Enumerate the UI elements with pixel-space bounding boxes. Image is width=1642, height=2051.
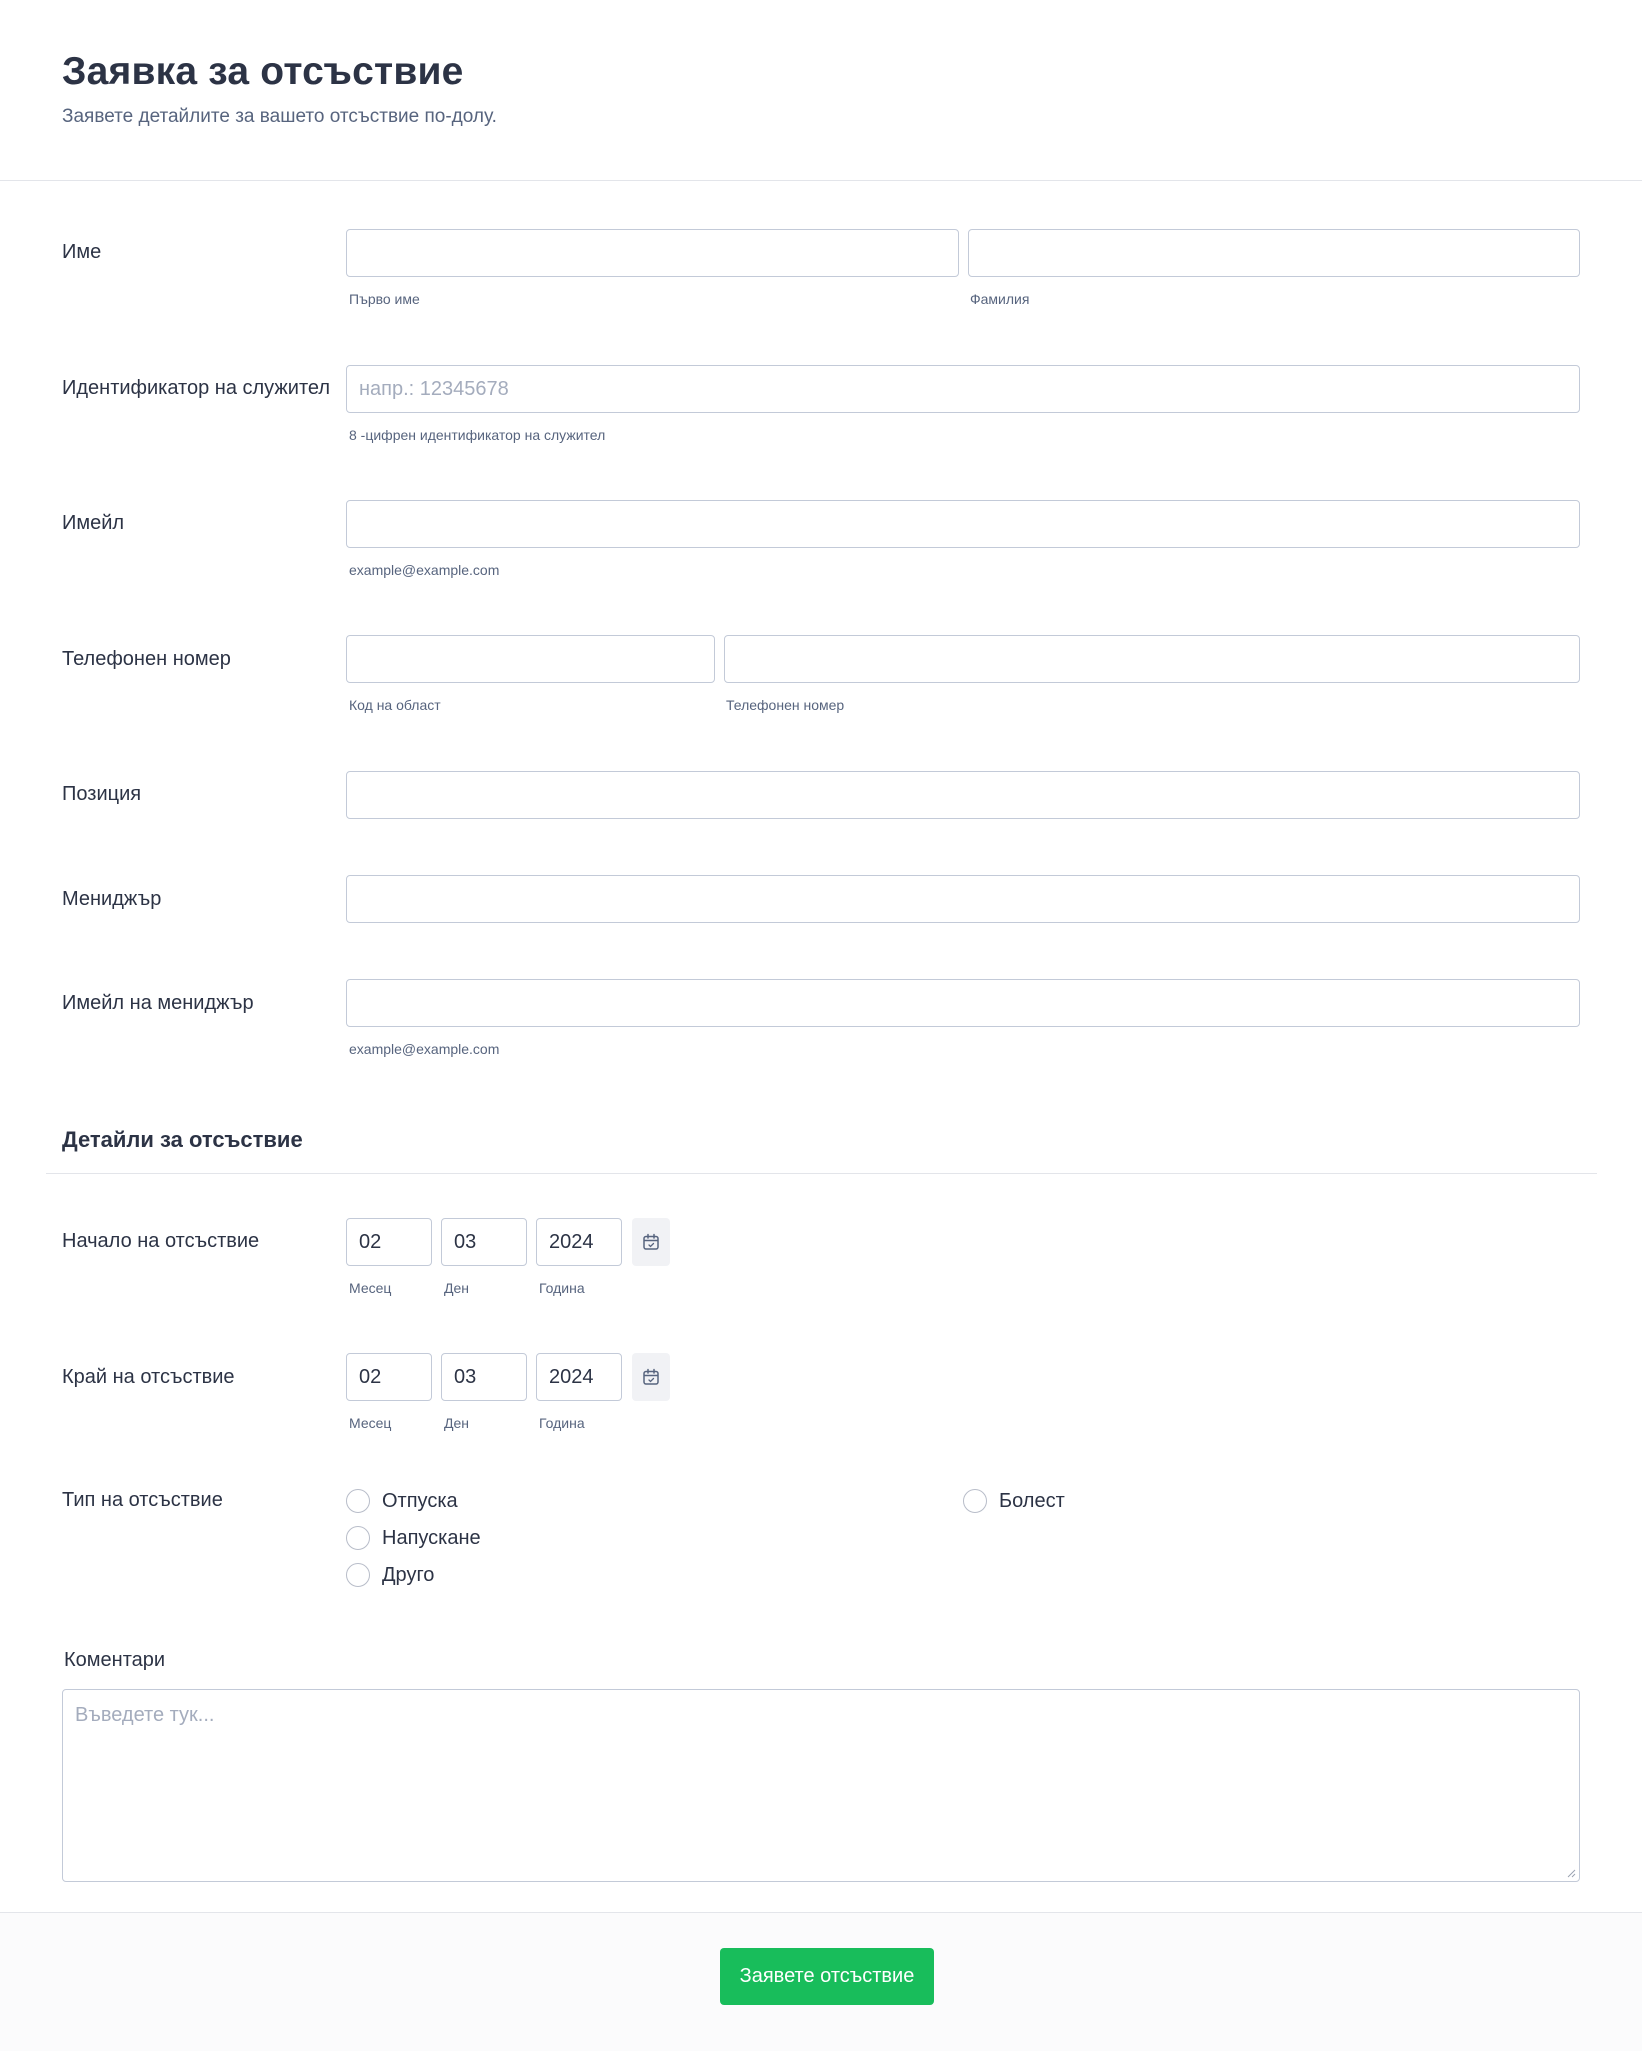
radio-circle[interactable] xyxy=(346,1489,370,1513)
radio-option-sick[interactable] xyxy=(963,1489,1065,1513)
radio-label: Отпуска xyxy=(382,1489,458,1512)
radio-circle[interactable] xyxy=(963,1489,987,1513)
end-month-sublabel: Месец xyxy=(349,1415,392,1431)
manager-input[interactable] xyxy=(346,875,1580,923)
comments-label: Коментари xyxy=(64,1649,166,1671)
start-calendar-button[interactable] xyxy=(632,1218,670,1266)
radio-option-other[interactable] xyxy=(346,1563,434,1587)
manager-email-label: Имейл на мениджър xyxy=(62,992,254,1014)
end-month-input[interactable]: 02 xyxy=(346,1353,432,1401)
first-name-input[interactable] xyxy=(346,229,959,277)
radio-label: Напускане xyxy=(382,1526,481,1549)
section-title: Детайли за отсъствие xyxy=(62,1127,303,1152)
comments-textarea[interactable] xyxy=(62,1689,1580,1882)
end-year-sublabel: Година xyxy=(539,1415,585,1431)
employee-id-input[interactable] xyxy=(346,365,1580,413)
radio-label: Болест xyxy=(999,1489,1065,1512)
submit-button[interactable]: Заявете отсъствие xyxy=(720,1948,934,2005)
end-day-sublabel: Ден xyxy=(444,1415,469,1431)
radio-circle[interactable] xyxy=(346,1526,370,1550)
calendar-icon xyxy=(642,1233,660,1251)
manager-label: Мениджър xyxy=(62,888,162,910)
employee-id-sublabel: 8 -цифрен идентификатор на служител xyxy=(349,427,606,443)
last-name-sublabel: Фамилия xyxy=(970,291,1030,307)
phone-label: Телефонен номер xyxy=(62,648,231,670)
employee-id-label: Идентификатор на служител xyxy=(62,377,331,399)
email-label: Имейл xyxy=(62,512,125,534)
name-label: Име xyxy=(62,241,102,263)
section-divider xyxy=(46,1173,1597,1174)
form-subtitle: Заявете детайлите за вашето отсъствие по-долу. xyxy=(62,106,497,127)
first-name-sublabel: Първо име xyxy=(349,291,420,307)
start-year-input[interactable]: 2024 xyxy=(536,1218,622,1266)
area-code-sublabel: Код на област xyxy=(349,697,441,713)
end-calendar-button[interactable] xyxy=(632,1353,670,1401)
radio-label: Друго xyxy=(382,1563,435,1586)
email-input[interactable] xyxy=(346,500,1580,548)
start-month-sublabel: Месец xyxy=(349,1280,392,1296)
end-day-input[interactable]: 03 xyxy=(441,1353,527,1401)
start-day-input[interactable]: 03 xyxy=(441,1218,527,1266)
radio-option-vacation[interactable] xyxy=(346,1489,458,1513)
calendar-icon xyxy=(642,1368,660,1386)
email-sublabel: example@example.com xyxy=(349,562,500,578)
start-month-input[interactable]: 02 xyxy=(346,1218,432,1266)
form-title: Заявка за отсъствие xyxy=(62,50,464,93)
position-input[interactable] xyxy=(346,771,1580,819)
absence-type-label: Тип на отсъствие xyxy=(62,1489,223,1511)
manager-email-input[interactable] xyxy=(346,979,1580,1027)
absence-start-label: Начало на отсъствие xyxy=(62,1230,260,1252)
phone-number-sublabel: Телефонен номер xyxy=(726,697,845,713)
start-year-sublabel: Година xyxy=(539,1280,585,1296)
last-name-input[interactable] xyxy=(968,229,1580,277)
form-header xyxy=(0,0,1642,181)
phone-number-input[interactable] xyxy=(724,635,1580,683)
start-day-sublabel: Ден xyxy=(444,1280,469,1296)
end-year-input[interactable]: 2024 xyxy=(536,1353,622,1401)
position-label: Позиция xyxy=(62,783,142,805)
radio-option-resignation[interactable] xyxy=(346,1526,481,1550)
area-code-input[interactable] xyxy=(346,635,715,683)
absence-end-label: Край на отсъствие xyxy=(62,1366,235,1388)
radio-circle[interactable] xyxy=(346,1563,370,1587)
manager-email-sublabel: example@example.com xyxy=(349,1041,500,1057)
resize-grip-icon[interactable] xyxy=(1566,1868,1576,1878)
